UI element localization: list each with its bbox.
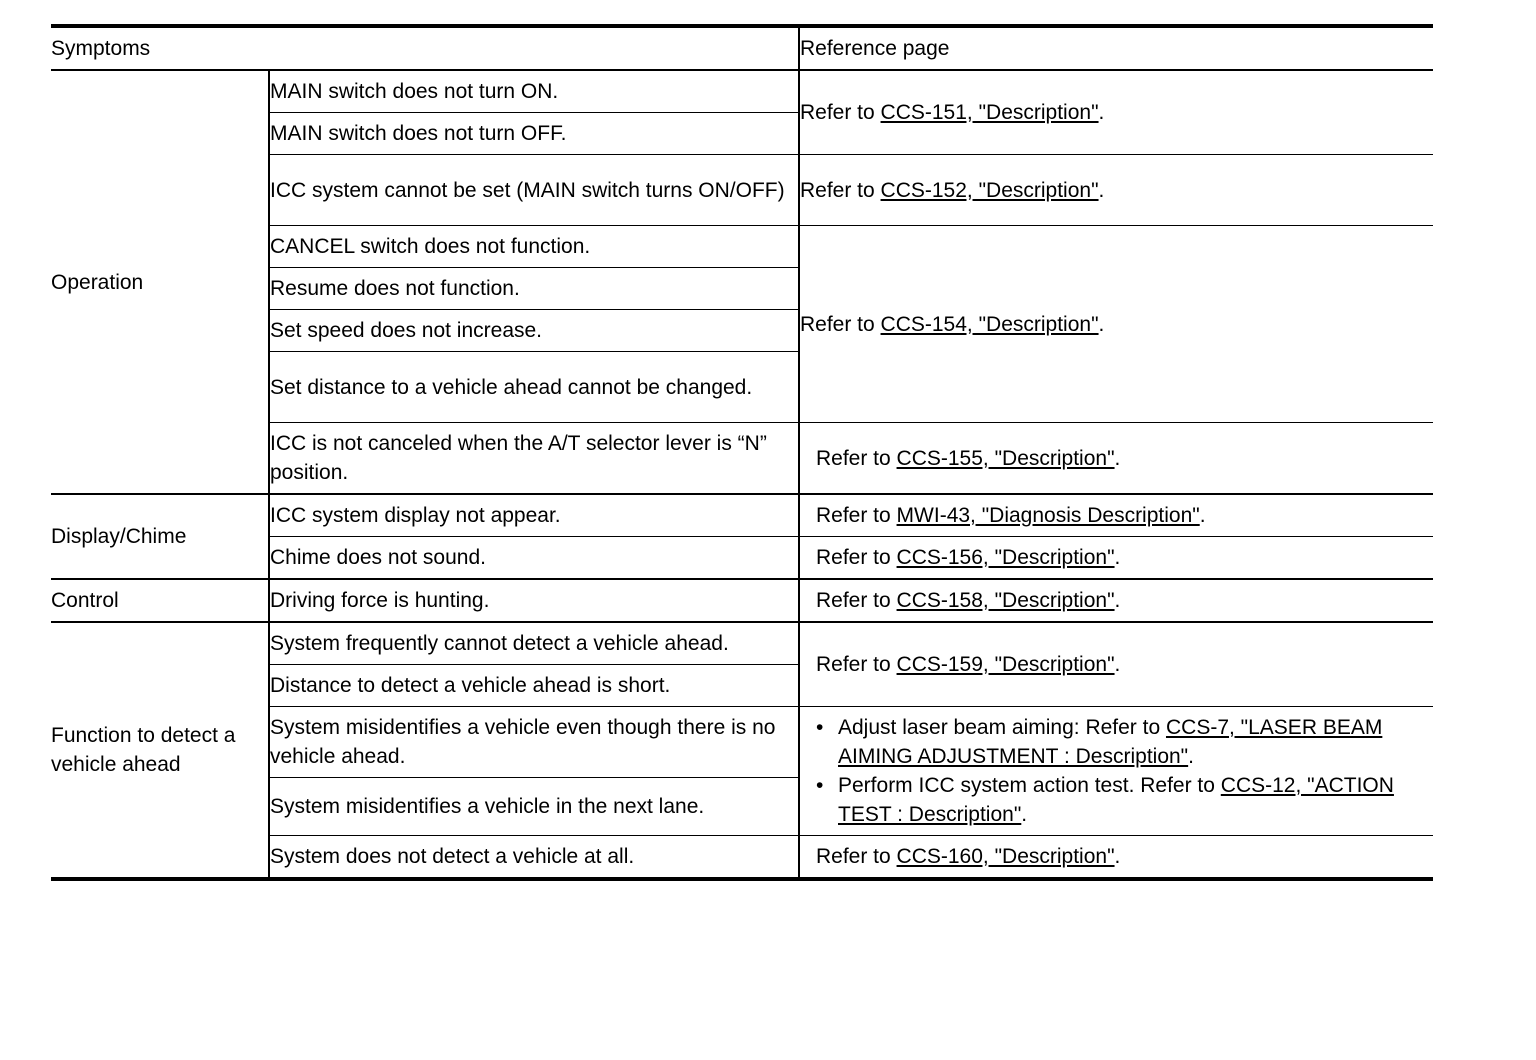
reference-link[interactable]: CCS-152, "Description" [880, 178, 1099, 202]
reference-suffix: . [1114, 653, 1121, 676]
refer-to-text: Refer to [800, 312, 881, 336]
reference-cell [799, 155, 1433, 226]
reference-cell [799, 226, 1433, 423]
symptom-cell: Distance to detect a vehicle ahead is short. [269, 665, 799, 707]
refer-to-text: Refer to [816, 589, 897, 612]
reference-link[interactable]: CCS-158, "Description" [896, 589, 1115, 612]
symptom-cell: System does not detect a vehicle at all. [269, 836, 799, 880]
reference-suffix: . [1114, 845, 1121, 868]
symptom-cell: Resume does not function. [269, 268, 799, 310]
refer-to-text: Refer to [816, 504, 897, 527]
reference-link[interactable]: CCS-155, "Description" [896, 446, 1115, 470]
refer-to-text: Refer to [816, 546, 897, 569]
category-display-chime: Display/Chime [51, 494, 269, 579]
reference-cell [799, 836, 1433, 880]
symptom-cell: Chime does not sound. [269, 537, 799, 580]
reference-cell [799, 579, 1433, 622]
category-control: Control [51, 579, 269, 622]
symptom-cell: CANCEL switch does not function. [269, 226, 799, 268]
table-row [51, 70, 1433, 113]
bullet-text: Perform ICC system action test. Refer to [838, 774, 1221, 797]
symptom-cell: System misidentifies a vehicle in the next lane. [269, 778, 799, 836]
reference-link[interactable]: CCS-156, "Description" [896, 546, 1115, 569]
refer-to-text: Refer to [800, 178, 881, 202]
reference-link[interactable]: MWI-43, "Diagnosis Description" [896, 504, 1200, 527]
reference-cell [799, 537, 1433, 580]
reference-suffix: . [1114, 446, 1121, 470]
header-row [51, 26, 1433, 70]
category-function-to-detect: Function to detect a vehicle ahead [51, 622, 269, 879]
header-reference-page: Reference page [799, 26, 1433, 70]
reference-link[interactable]: CCS-159, "Description" [896, 653, 1115, 676]
list-item [816, 771, 1433, 829]
symptoms-table [51, 24, 1433, 881]
reference-suffix: . [1098, 101, 1105, 124]
table-row [51, 579, 1433, 622]
reference-suffix: . [1114, 546, 1121, 569]
reference-link[interactable]: CCS-12, "ACTION TEST : Description" [838, 774, 1394, 826]
reference-bullet-list [816, 713, 1433, 829]
table-row [51, 622, 1433, 665]
reference-cell [799, 707, 1433, 836]
reference-cell [799, 70, 1433, 155]
reference-suffix: . [1188, 745, 1194, 768]
symptom-cell: ICC system cannot be set (MAIN switch turns ON/OFF) [269, 155, 799, 226]
category-operation: Operation [51, 70, 269, 494]
symptom-cell: Driving force is hunting. [269, 579, 799, 622]
symptom-cell: System frequently cannot detect a vehicle ahead. [269, 622, 799, 665]
bullet-mark: • [816, 774, 824, 797]
symptom-cell: ICC is not canceled when the A/T selector lever is “N” position. [269, 423, 799, 495]
table-row [51, 494, 1433, 537]
refer-to-text: Refer to [816, 446, 897, 470]
symptom-cell: ICC system display not appear. [269, 494, 799, 537]
refer-to-text: Refer to [816, 845, 897, 868]
symptom-cell: MAIN switch does not turn ON. [269, 70, 799, 113]
reference-link[interactable]: CCS-7, "LASER BEAM AIMING ADJUSTMENT : Description" [838, 716, 1383, 768]
reference-cell [799, 494, 1433, 537]
bullet-text: Adjust laser beam aiming: Refer to [838, 716, 1166, 739]
reference-suffix: . [1021, 803, 1028, 826]
list-item [816, 713, 1433, 771]
reference-suffix: . [1114, 589, 1121, 612]
reference-suffix: . [1199, 504, 1206, 527]
reference-cell [799, 423, 1433, 495]
reference-suffix: . [1098, 312, 1105, 336]
refer-to-text: Refer to [800, 101, 881, 124]
symptom-cell: Set distance to a vehicle ahead cannot be changed. [269, 352, 799, 423]
header-symptoms: Symptoms [51, 26, 799, 70]
reference-link[interactable]: CCS-151, "Description" [880, 101, 1099, 124]
symptom-cell: System misidentifies a vehicle even though there is no vehicle ahead. [269, 707, 799, 778]
reference-cell [799, 622, 1433, 707]
reference-link[interactable]: CCS-154, "Description" [880, 312, 1099, 336]
reference-suffix: . [1098, 178, 1105, 202]
symptom-cell: MAIN switch does not turn OFF. [269, 113, 799, 155]
refer-to-text: Refer to [816, 653, 897, 676]
bullet-mark: • [816, 716, 824, 739]
symptom-cell: Set speed does not increase. [269, 310, 799, 352]
reference-link[interactable]: CCS-160, "Description" [896, 845, 1115, 868]
